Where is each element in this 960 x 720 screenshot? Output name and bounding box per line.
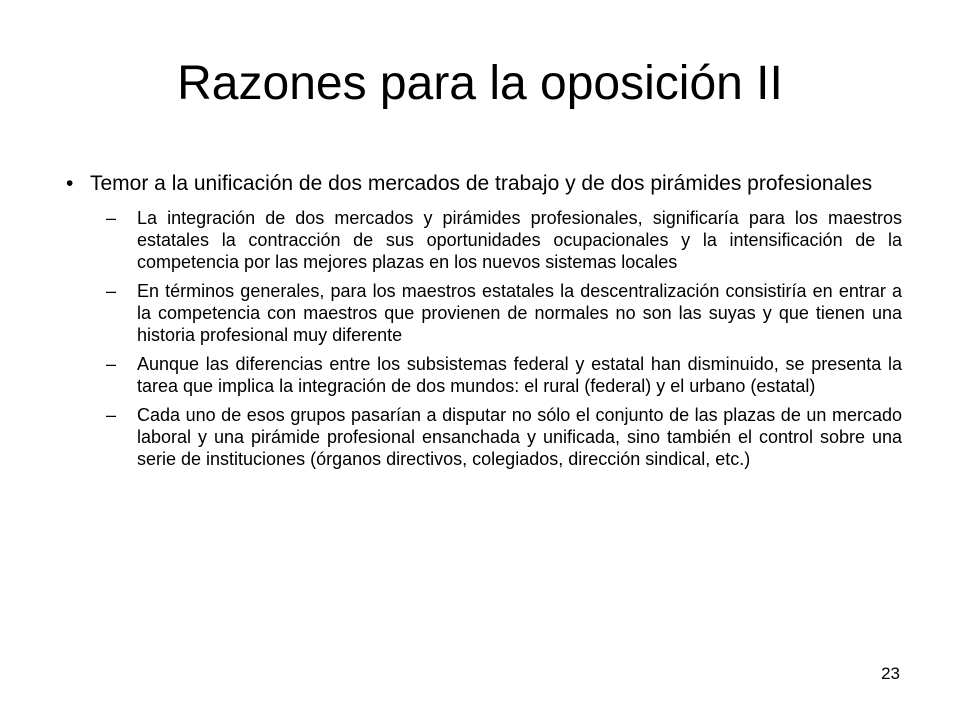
dash-marker: – <box>106 405 117 425</box>
sub-bullet-text: En términos generales, para los maestros estatales la descentralización consistiría en entrar a la competencia con maestros que provienen de normales no son las suyas y que tienen una historia profesional muy diferente <box>137 281 902 345</box>
sub-bullet-item <box>106 280 902 346</box>
sub-bullet-item <box>106 404 902 470</box>
dash-marker: – <box>106 354 117 374</box>
sub-bullet-text: Cada uno de esos grupos pasarían a disputar no sólo el conjunto de las plazas de un mercado laboral y una pirámide profesional ensanchada y unificada, sino también el control sobre una serie de instituciones (órganos directivos, colegiados, dirección sindical, etc.) <box>137 405 902 469</box>
page-number: 23 <box>881 664 900 683</box>
sub-bullet-text: Aunque las diferencias entre los subsistemas federal y estatal han disminuido, se presenta la tarea que implica la integración de dos mundos: el rural (federal) y el urbano (estatal) <box>137 354 902 396</box>
slide-title: Razones para la oposición II <box>177 57 783 110</box>
sub-bullet-item <box>106 207 902 273</box>
dash-marker: – <box>106 208 117 228</box>
sub-bullet-list <box>66 207 902 470</box>
sub-bullet-text: La integración de dos mercados y pirámides profesionales, significaría para los maestros estatales la contracción de sus oportunidades ocupacionales y la intensificación de la competencia por las mejores plazas en los nuevos sistemas locales <box>137 208 902 272</box>
dash-marker: – <box>106 281 117 301</box>
slide-content <box>66 173 902 477</box>
main-bullet-text: Temor a la unificación de dos mercados de trabajo y de dos pirámides profesionales <box>90 172 873 195</box>
sub-bullet-item <box>106 353 902 397</box>
main-bullet <box>66 173 902 194</box>
bullet-marker: • <box>66 172 74 195</box>
